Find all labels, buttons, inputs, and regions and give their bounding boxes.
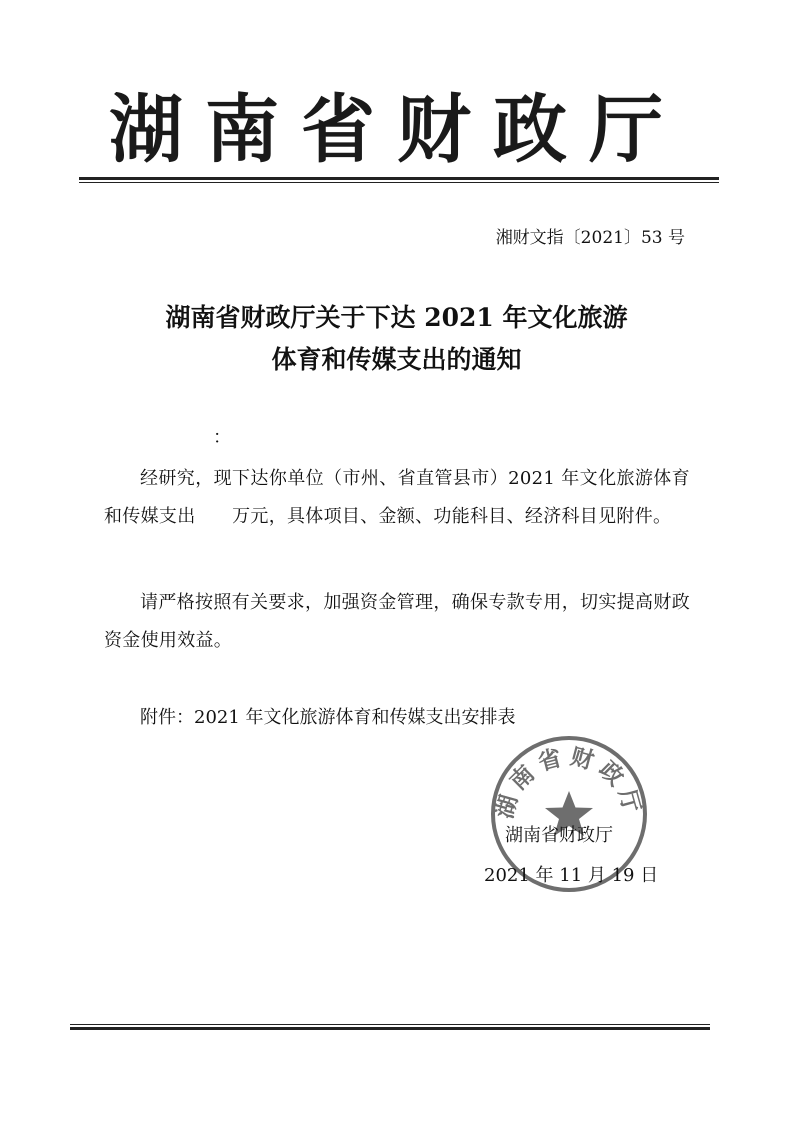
- masthead-rule-thin: [79, 182, 719, 183]
- document-title-line-1: 湖南省财政厅关于下达 2021 年文化旅游: [165, 303, 628, 332]
- masthead-rule-thick: [79, 177, 719, 180]
- body-paragraph-1: 经研究，现下达你单位（市州、省直管县市）2021 年文化旅游体育和传媒支出 万元，具体项目、金额、功能科目、经济科目见附件。: [104, 468, 690, 527]
- footer-rule-thin: [70, 1024, 710, 1025]
- document-title-line-2: 体育和传媒支出的通知: [271, 345, 522, 374]
- addressee: ：: [213, 427, 231, 448]
- issue-date: 2021 年 11 月 19 日: [484, 865, 659, 886]
- masthead-title: 湖南省财政厅: [109, 87, 685, 173]
- issuer-name: 湖南省财政厅: [505, 825, 613, 846]
- attachment-line: 附件：2021 年文化旅游体育和传媒支出安排表: [140, 707, 516, 728]
- footer-rule-thick: [70, 1027, 710, 1030]
- seal-text: 湖南省财政厅: [490, 742, 648, 822]
- document-number: 湘财文指〔2021〕53 号: [495, 228, 685, 248]
- body-paragraph-2: 请严格按照有关要求，加强资金管理，确保专款专用，切实提高财政资金使用效益。: [104, 592, 690, 651]
